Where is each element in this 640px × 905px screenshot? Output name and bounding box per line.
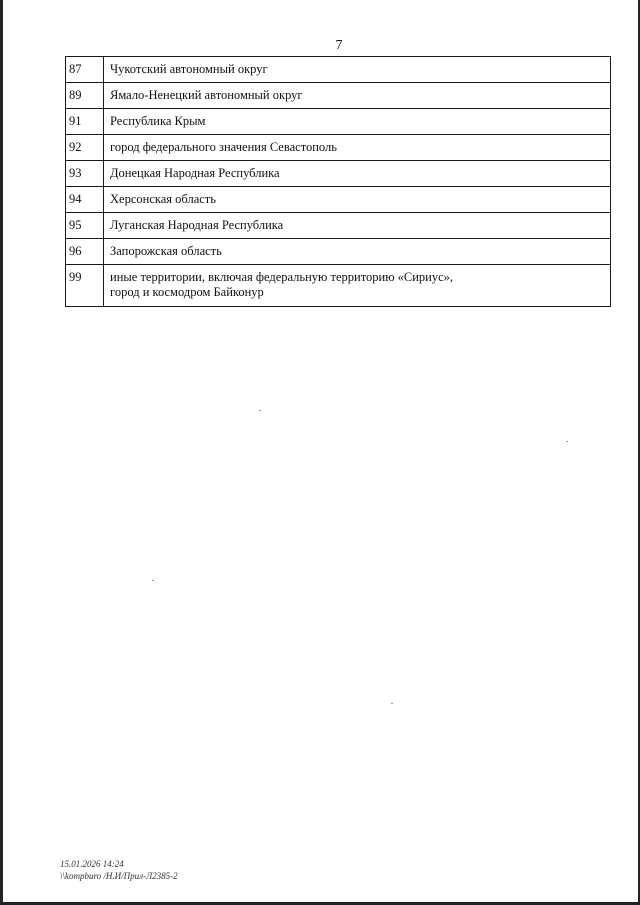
table-row: [66, 83, 611, 109]
region-name: [104, 135, 611, 161]
page-number: 7: [335, 38, 343, 53]
region-name-line: Запорожская область: [110, 244, 222, 258]
region-name: [104, 187, 611, 213]
scan-speck: [566, 441, 568, 442]
table-row: [66, 109, 611, 135]
region-code: 94: [66, 187, 104, 213]
regions-table: [65, 56, 611, 307]
table-row: [66, 187, 611, 213]
region-code: 96: [66, 239, 104, 265]
region-name-line: Ямало-Ненецкий автономный округ: [110, 88, 303, 102]
scan-speck: [152, 580, 154, 581]
table-row: [66, 265, 611, 307]
scan-speck: [259, 410, 261, 411]
region-code: 93: [66, 161, 104, 187]
region-name-line: город и космодром Байконур: [110, 285, 264, 299]
footer-timestamp: 15.01.2026 14:24: [60, 859, 124, 869]
region-name: [104, 57, 611, 83]
region-name: [104, 109, 611, 135]
page-edge-left: [0, 0, 3, 905]
footer: [60, 858, 178, 882]
scan-speck: [391, 703, 393, 704]
footer-file-path: \\kompburo /Н.И/Прил-Л2385-2: [60, 871, 178, 881]
region-code: 89: [66, 83, 104, 109]
region-name-line: Чукотский автономный округ: [110, 62, 268, 76]
table-row: [66, 161, 611, 187]
region-name: [104, 161, 611, 187]
region-code: 92: [66, 135, 104, 161]
region-name-line: Херсонская область: [110, 192, 216, 206]
region-name-line: иные территории, включая федеральную территорию «Сириус»,: [110, 270, 454, 284]
region-name: [104, 213, 611, 239]
table-row: [66, 213, 611, 239]
region-name: [104, 83, 611, 109]
table-row: [66, 239, 611, 265]
region-code: 95: [66, 213, 104, 239]
region-name-line: Луганская Народная Республика: [110, 218, 284, 232]
region-name-line: Республика Крым: [110, 114, 206, 128]
region-code: 91: [66, 109, 104, 135]
region-code: 99: [66, 265, 104, 307]
region-code: 87: [66, 57, 104, 83]
region-name: [104, 265, 611, 307]
region-name-line: город федерального значения Севастополь: [110, 140, 337, 154]
table-row: [66, 57, 611, 83]
region-name: [104, 239, 611, 265]
table-row: [66, 135, 611, 161]
region-name-line: Донецкая Народная Республика: [110, 166, 280, 180]
